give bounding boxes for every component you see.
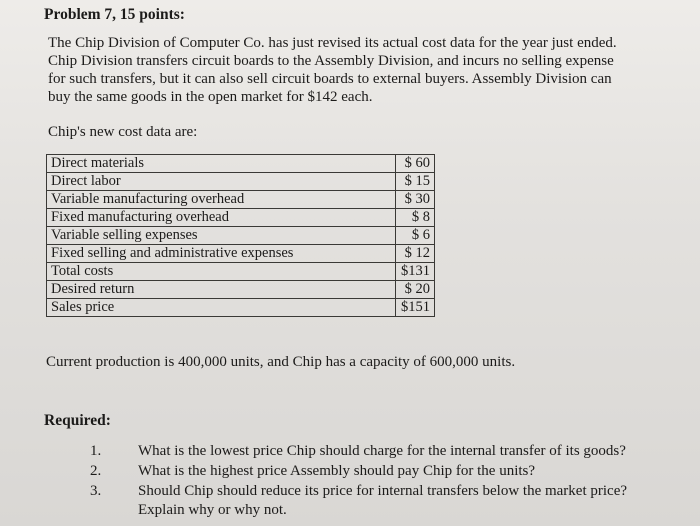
paragraph-line: for such transfers, but it can also sell circuit boards to external buyers. Assembly Division can [48,71,612,87]
question-number: 3. [90,483,102,499]
paragraph-line: The Chip Division of Computer Co. has just revised its actual cost data for the year just ended. [48,35,617,51]
problem-title: Problem 7, 15 points: [44,6,185,23]
paragraph-line: buy the same goods in the open market for $142 each. [48,89,373,105]
question-text: Explain why or why not. [138,502,287,518]
cost-amount: $131 [396,263,435,281]
cost-label: Variable selling expenses [47,227,396,245]
cost-amount: $ 20 [396,281,435,299]
cost-label: Variable manufacturing overhead [47,191,396,209]
paragraph-line: Chip Division transfers circuit boards to the Assembly Division, and incurs no selling expense [48,53,614,69]
cost-data-table [46,154,435,317]
cost-label: Direct labor [47,173,396,191]
cost-label: Fixed selling and administrative expenses [47,245,396,263]
cost-label: Total costs [47,263,396,281]
table-row [47,155,435,173]
cost-label: Fixed manufacturing overhead [47,209,396,227]
cost-label: Desired return [47,281,396,299]
table-row [47,299,435,317]
cost-label: Direct materials [47,155,396,173]
cost-amount: $ 30 [396,191,435,209]
cost-amount: $ 60 [396,155,435,173]
table-row [47,245,435,263]
table-row [47,263,435,281]
cost-data-heading: Chip's new cost data are: [48,124,198,140]
question-number: 1. [90,443,102,459]
cost-amount: $ 15 [396,173,435,191]
table-row [47,173,435,191]
cost-amount: $151 [396,299,435,317]
cost-amount: $ 8 [396,209,435,227]
cost-amount: $ 6 [396,227,435,245]
table-row [47,191,435,209]
question-text: What is the lowest price Chip should charge for the internal transfer of its goods? [138,443,626,459]
table-row [47,209,435,227]
question-text: What is the highest price Assembly should pay Chip for the units? [138,463,536,479]
cost-label: Sales price [47,299,396,317]
table-row [47,281,435,299]
cost-amount: $ 12 [396,245,435,263]
question-text: Should Chip should reduce its price for internal transfers below the market price? [138,483,628,499]
production-statement: Current production is 400,000 units, and Chip has a capacity of 600,000 units. [46,354,516,370]
required-heading: Required: [44,412,111,429]
problem-paragraph [48,34,668,106]
table-row [47,227,435,245]
question-number: 2. [90,463,102,479]
